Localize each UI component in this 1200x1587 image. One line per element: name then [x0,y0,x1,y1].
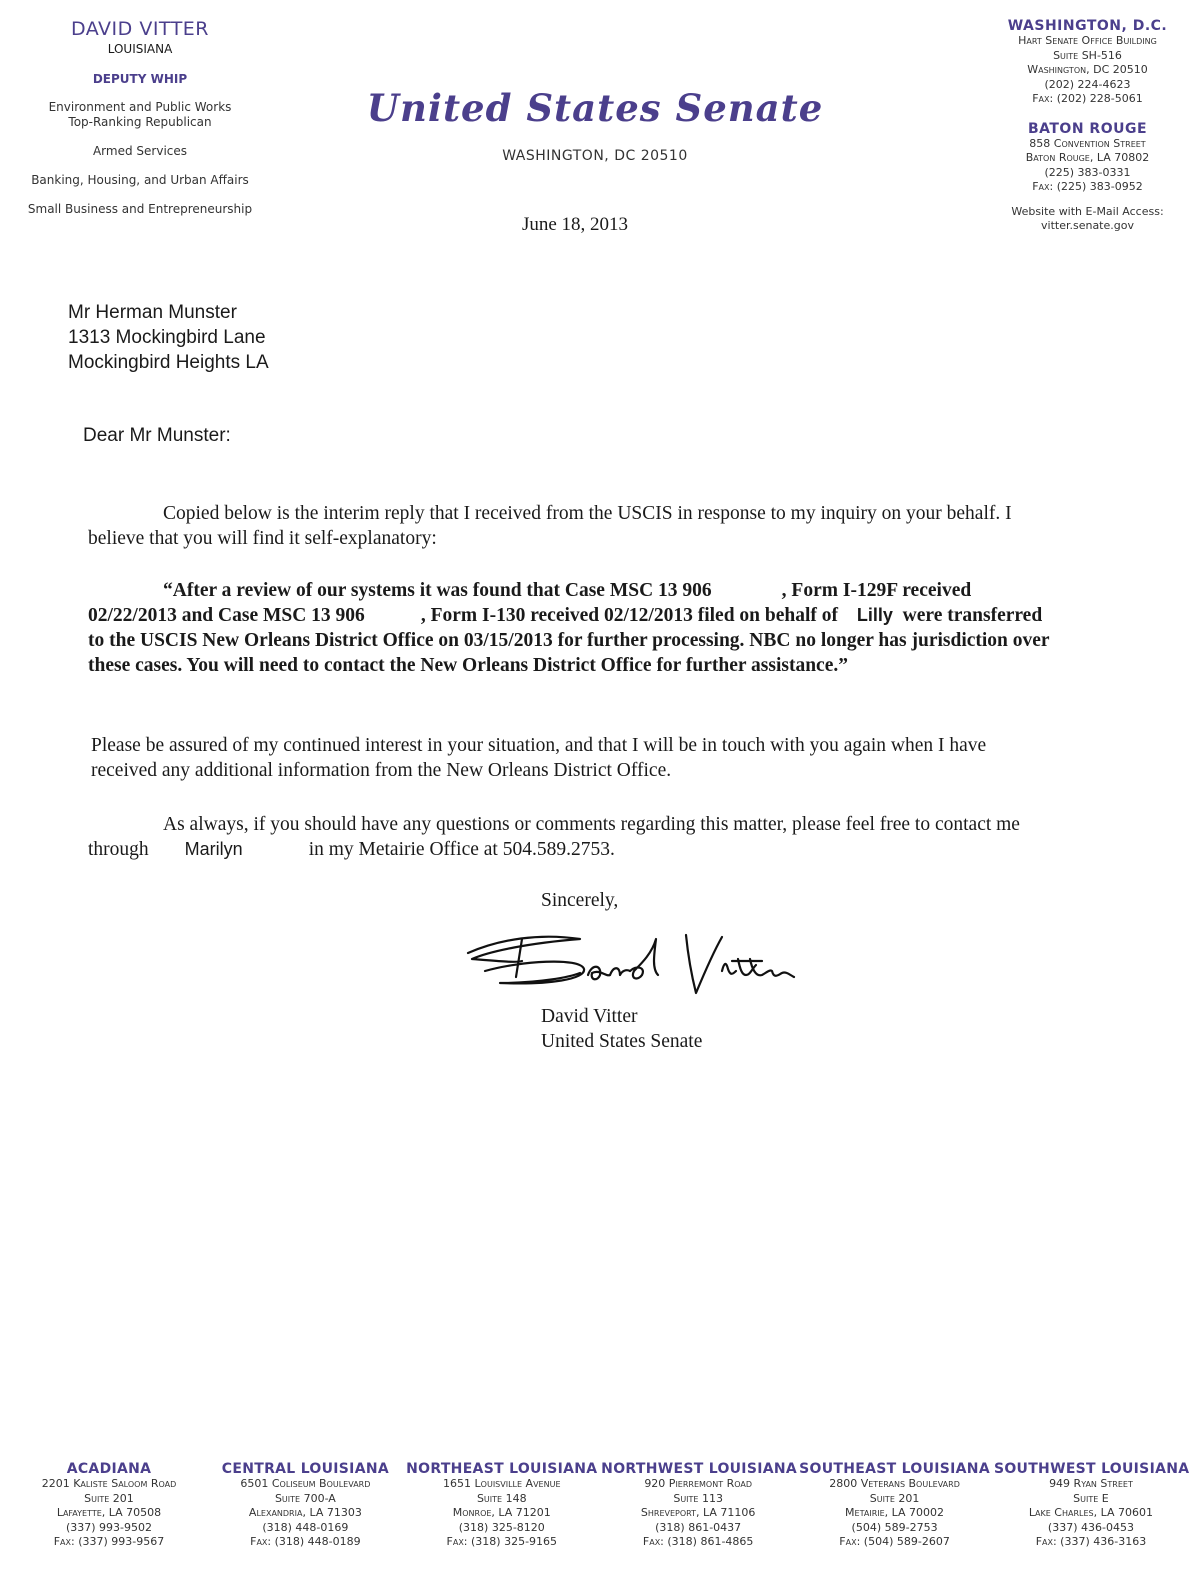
footer-office-line: Fax: (504) 589-2607 [839,1535,950,1548]
footer-offices [12,1461,1188,1550]
recipient-street: 1313 Mockingbird Lane [68,327,266,348]
footer-office-line: Suite 700-A [274,1491,336,1505]
committee-name: Banking, Housing, and Urban Affairs [31,173,249,187]
footer-office-line: Fax: (318) 325-9165 [446,1535,558,1548]
uscis-quote [88,578,1063,678]
footer-office-line: Fax: (318) 861-4865 [642,1535,754,1548]
office-line: Suite SH-516 [1053,48,1122,62]
committee-item [0,100,280,130]
office-line: Hart Senate Office Building [1018,34,1157,47]
paragraph-part: As always, if you should have any questions or comments regarding this matter, please feel free to contact me through [88,814,1020,860]
footer-office-line: (504) 589-2753 [851,1520,938,1534]
letter-date: June 18, 2013 [521,214,629,235]
website-label: Website with E-Mail Access: [1011,204,1164,218]
footer-office-line: Monroe, LA 71201 [452,1506,551,1519]
committee-item [0,202,280,217]
footer-office-line: Lake Charles, LA 70601 [1028,1506,1153,1519]
letterhead-address: WASHINGTON, DC 20510 [502,148,688,164]
footer-office-southwest [994,1461,1188,1550]
office-line: (225) 383-0331 [1044,165,1131,179]
committee-item [0,144,280,159]
footer-office-line: Fax: (337) 436-3163 [1035,1535,1147,1548]
footer-office-name: SOUTHEAST LOUISIANA [799,1461,990,1477]
beneficiary-name: Lilly [856,605,893,625]
footer-office-southeast [798,1461,992,1550]
recipient-city: Mockingbird Heights LA [68,352,269,373]
footer-office-name: ACADIANA [66,1461,152,1477]
footer-office-line: 949 Ryan Street [1049,1477,1133,1490]
senator-info-block [0,18,280,217]
signer-name: David Vitter [541,1006,638,1027]
committee-subtitle: Top-Ranking Republican [68,115,212,129]
quote-part: were transferred to the USCIS New Orleans District Office on 03/15/2013 for further processing. NBC no longer has jurisdiction over these cases. You will need to contact the New Orleans District Office for further assistance.” [88,605,1050,676]
footer-office-line: 2201 Kaliste Saloom Road [41,1477,177,1490]
footer-office-line: Fax: (337) 993-9567 [53,1535,165,1548]
senator-role: DEPUTY WHIP [92,72,188,86]
office-name-baton-rouge: BATON ROUGE [1027,120,1148,137]
committee-item [0,173,280,188]
signer-block [541,1004,702,1054]
quote-part: , Form I-130 received 02/12/2013 filed on behalf of [420,605,839,626]
recipient-address [68,300,269,375]
senator-name: DAVID VITTER [70,18,210,40]
footer-office-name: NORTHEAST LOUISIANA [406,1461,598,1477]
footer-office-central [208,1461,402,1550]
closing: Sincerely, [541,890,619,911]
footer-office-line: (318) 861-0437 [655,1520,742,1534]
footer-office-line: (337) 993-9502 [65,1520,153,1534]
body-paragraph-2: Please be assured of my continued interest in your situation, and that I will be in touch with you again when I have received any additional information from the New Orleans District Office. [91,735,987,781]
footer-office-line: Fax: (318) 448-0189 [250,1535,361,1548]
footer-office-northeast [405,1461,599,1550]
footer-office-line: 920 Pierremont Road [644,1477,753,1490]
footer-office-line: Metairie, LA 70002 [845,1506,945,1519]
footer-office-line: (318) 325-8120 [458,1520,545,1534]
footer-office-line: Suite 113 [673,1491,723,1505]
footer-office-line: Shreveport, LA 71106 [640,1506,756,1519]
body-paragraph-3 [88,812,1048,862]
office-name-dc: WASHINGTON, D.C. [1007,18,1168,34]
footer-office-line: Alexandria, LA 71303 [248,1506,362,1519]
letterhead-title: United States Senate [366,86,824,130]
office-line: Baton Rouge, LA 70802 [1025,151,1150,164]
signer-title: United States Senate [541,1031,703,1052]
office-line: Fax: (202) 228-5061 [1032,92,1143,105]
footer-office-line: Suite 201 [869,1491,920,1505]
staff-contact-name: Marilyn [184,839,243,859]
recipient-name: Mr Herman Munster [68,302,237,323]
footer-office-line: Suite E [1073,1491,1109,1505]
office-line: Washington, DC 20510 [1027,63,1148,76]
committee-name: Environment and Public Works [48,100,232,114]
footer-office-line: Lafayette, LA 70508 [56,1506,162,1519]
quote-part: “After a review of our systems it was found that Case MSC 13 906 [163,580,712,601]
footer-office-line: 2800 Veterans Boulevard [829,1477,960,1490]
footer-office-line: (337) 436-0453 [1047,1520,1134,1534]
committee-name: Small Business and Entrepreneurship [27,202,253,216]
footer-office-line: 1651 Louisville Avenue [443,1477,561,1490]
footer-office-line: 6501 Coliseum Boulevard [240,1477,371,1490]
office-contacts-block [975,18,1200,234]
office-line: (202) 224-4623 [1044,77,1131,91]
office-line: Fax: (225) 383-0952 [1032,180,1143,193]
paragraph-part: in my Metairie Office at 504.589.2753. [308,839,615,860]
website-url: vitter.senate.gov [1041,219,1134,232]
footer-office-acadiana [12,1461,206,1550]
quote-part: , Form I-129F received 02/22/2013 and Case MSC 13 906 [88,580,972,626]
footer-office-name: SOUTHWEST LOUISIANA [993,1461,1190,1477]
footer-office-name: NORTHWEST LOUISIANA [601,1461,797,1477]
senator-state: LOUISIANA [107,42,173,56]
salutation: Dear Mr Munster: [83,425,231,446]
office-line: 858 Convention Street [1029,136,1146,150]
footer-office-name: CENTRAL LOUISIANA [221,1461,389,1477]
footer-office-line: (318) 448-0169 [262,1520,349,1534]
body-paragraph-1: Copied below is the interim reply that I received from the USCIS in response to my inquiry on your behalf. I believe that you will find it self-explanatory: [88,503,1012,549]
footer-office-northwest [601,1461,795,1550]
footer-office-line: Suite 201 [84,1491,134,1505]
footer-office-line: Suite 148 [476,1491,527,1505]
committee-name: Armed Services [92,144,188,158]
